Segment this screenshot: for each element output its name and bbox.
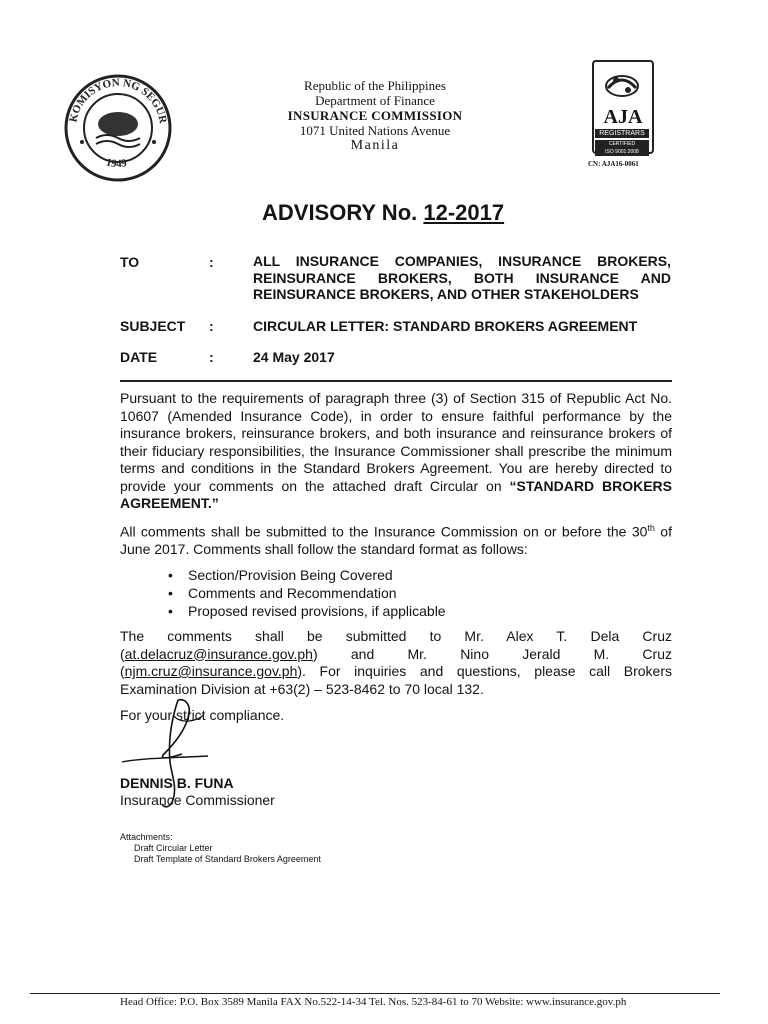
closing-line: For your strict compliance. [120,707,285,723]
date-value: 24 May 2017 [253,349,335,365]
aja-brand: AJA [603,106,643,128]
subject-value: CIRCULAR LETTER: STANDARD BROKERS AGREEMENT [253,318,638,334]
header-divider [120,380,672,382]
body-paragraph-2-sup: th [647,523,655,533]
letterhead-department: Department of Finance [315,93,435,108]
email-link-delacruz[interactable]: at.delacruz@insurance.gov.ph [124,645,313,662]
to-label: TO [120,254,140,270]
footer-contact: Head Office: P.O. Box 3589 Manila FAX No.522-14-34 Tel. Nos. 523-84-61 to 70 Website: www.insurance.gov.ph [120,996,627,1008]
subject-label: SUBJECT [120,318,186,334]
aja-certified-badge [595,140,649,156]
letterhead [240,78,510,153]
letterhead-address: 1071 United Nations Avenue [299,123,451,138]
attachments-label: Attachments: [120,832,173,842]
svg-text:1949: 1949 [104,156,128,171]
date-colon: : [209,349,214,365]
aja-certified: CERTIFIED [608,141,636,147]
advisory-prefix: ADVISORY No. [262,200,418,225]
date-label: DATE [120,349,158,365]
email-link-cruz[interactable]: njm.cruz@insurance.gov.ph [124,663,298,679]
advisory-title [262,200,504,226]
letterhead-country: Republic of the Philippines [304,78,446,93]
body-paragraph-2-text-a: All comments shall be submitted to the Insurance Commission on or before the 30 [120,523,648,540]
list-item: • Proposed revised provisions, if applicable [164,602,446,620]
list-item: • Section/Provision Being Covered [164,566,446,584]
footer-divider [30,993,720,994]
signatory-name: DENNIS B. FUNA [120,775,234,791]
body-paragraph-1 [120,390,672,513]
svg-text:KOMISYON NG SEGURO: KOMISYON NG SEGUR [67,76,169,125]
list-item: • Comments and Recommendation [164,584,446,602]
letterhead-city: Manila [350,138,400,153]
body-paragraph-2 [120,520,672,559]
to-value: ALL INSURANCE COMPANIES, INSURANCE BROKERS, REINSURANCE BROKERS, BOTH INSURANCE AND REINSURANCE BROKERS, AND OTHER STAKEHOLDERS [253,253,671,302]
body-paragraph-3-text-a: The comments shall be submitted to Mr. Alex T. Dela Cruz ( [120,628,672,662]
to-colon: : [209,254,214,270]
attachments [120,832,321,865]
aja-iso: ISO 9001:2008 [605,149,639,155]
body-paragraph-1-bold: “STANDARD BROKERS AGREEMENT.” [120,477,672,511]
insurance-commission-seal [62,72,174,184]
aja-cn-number: CN: AJA16-0061 [588,160,639,168]
globe-icon [602,68,642,104]
list-item: Draft Template of Standard Brokers Agreement [134,854,321,864]
body-paragraph-3-text-b: ) and Mr. Nino Jerald M. Cruz ( [120,645,672,679]
body-paragraph-1-text: Pursuant to the requirements of paragraph three (3) of Section 315 of Republic Act No. 10607 (Amended Insurance Code), in order to ensure faithful performance by the insurance brokers, reinsurance brokers, and both insurance and reinsurance brokers of their fiduciary responsibilities, the Insurance Commissioner shall prescribe the minimum terms and conditions in the Standard Brokers Agreement. You are hereby directed to provide your comments on the attached draft Circular on [120,390,672,494]
aja-certification-logo [588,60,656,172]
body-paragraph-2-text-b: of June 2017. Comments shall follow the standard format as follows: [120,523,672,558]
aja-registrars: REGISTRARS [595,129,649,138]
format-list [164,566,446,620]
letterhead-commission: INSURANCE COMMISSION [287,108,463,123]
advisory-number: 12-2017 [423,200,505,225]
subject-colon: : [209,318,214,334]
list-item: Draft Circular Letter [134,843,213,853]
body-paragraph-3-text-c: ). For inquiries and questions, please call Brokers Examination Division at +63(2) – 523-8462 to 70 local 132. [120,663,672,697]
signatory-title: Insurance Commissioner [120,792,275,808]
